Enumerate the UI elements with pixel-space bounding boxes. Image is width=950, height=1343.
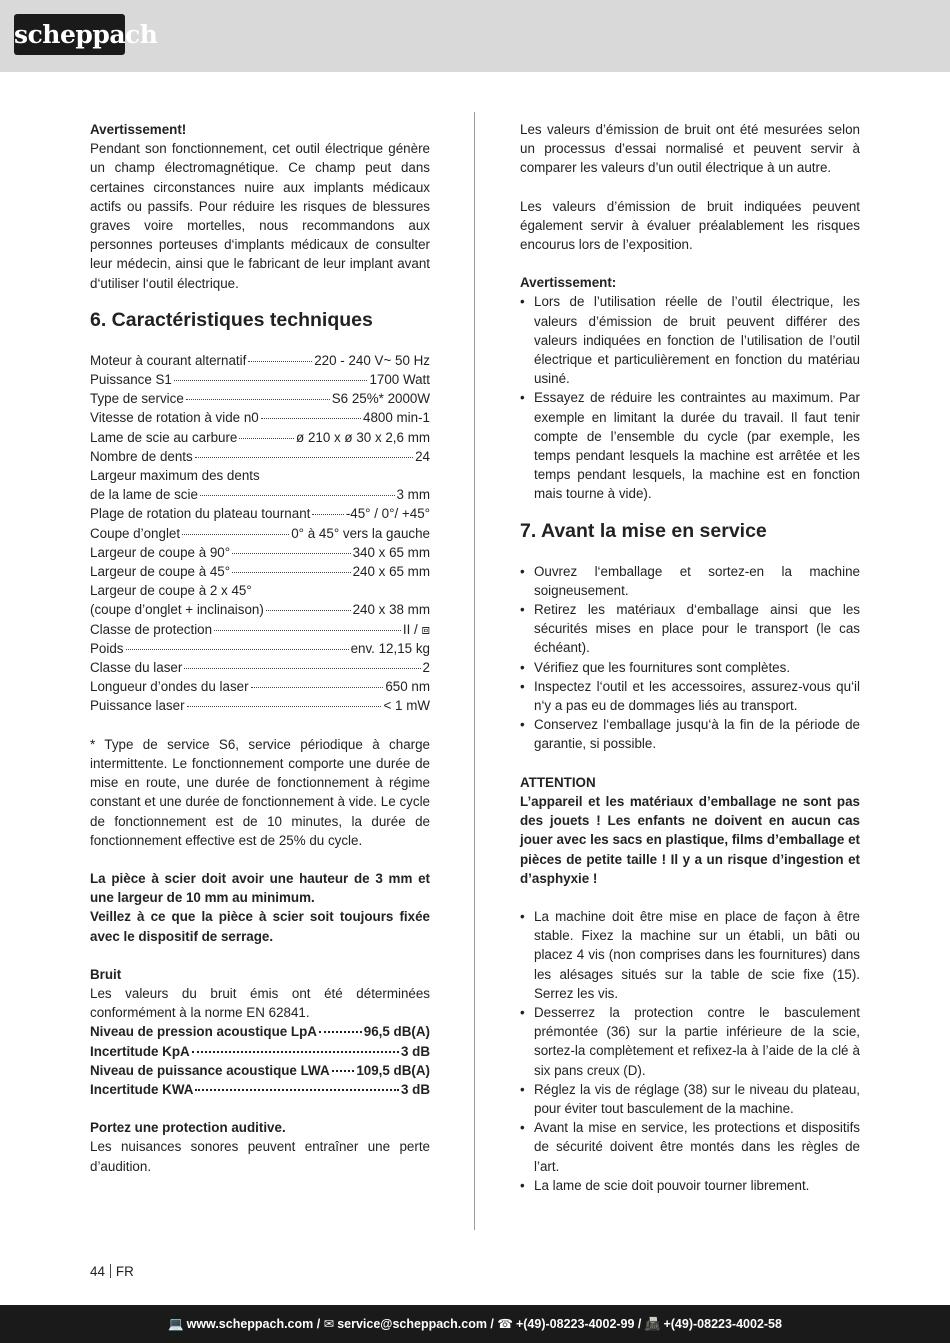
spec-row: Largeur de coupe à 2 x 45°: [90, 583, 252, 599]
list-item: • Réglez la vis de réglage (38) sur le niveau du plateau, pour éviter tout basculement de la machine.: [520, 1080, 860, 1118]
warning-title-right: Avertissement:: [520, 275, 617, 291]
attention-title: ATTENTION: [520, 774, 596, 790]
spec-row: Classe du laser 2: [90, 660, 430, 676]
footer-phone: +(49)-08223-4002-99 /: [515, 1317, 642, 1331]
computer-icon: 💻: [168, 1317, 184, 1331]
noise-risk-text: Les valeurs d’émission de bruit indiquées peuvent également servir à évaluer préalablement les risques encourus lors de l’exposition.: [520, 198, 860, 253]
spec-row: Classe de protection II / ⧈: [90, 621, 430, 637]
warning-title: Avertissement!: [90, 122, 187, 137]
noise-measure-text: Les valeurs d’émission de bruit ont été mesurées selon un processus d’essai normalisé et peuvent servir à comparer les valeurs d’un outil électrique à un autre.: [520, 122, 860, 176]
spec-row: Largeur de coupe à 45° 240 x 65 mm: [90, 564, 430, 580]
page-language: FR: [115, 1264, 134, 1279]
spec-row: Puissance laser < 1 mW: [90, 698, 430, 714]
noise-text: Les valeurs du bruit émis ont été déterminées conformément à la norme EN 62841.: [90, 985, 430, 1021]
noise-spec-row: Niveau de pression acoustique LpA 96,5 dB(A): [90, 1024, 430, 1040]
page-footer: [0, 1305, 950, 1343]
list-item: • Ouvrez l‘emballage et sortez-en la machine soigneusement.: [520, 562, 860, 600]
spec-row: Puissance S1 1700 Watt: [90, 372, 430, 388]
list-item: • Conservez l‘emballage jusqu‘à la fin de la période de garantie, si possible.: [520, 715, 860, 753]
list-item: • Retirez les matériaux d‘emballage ainsi que les sécurités mises en place pour le transport (le cas échéant).: [520, 600, 860, 658]
list-item: • Lors de l’utilisation réelle de l’outil électrique, les valeurs d’émission de bruit peuvent différer des valeurs indiquées en fonction de l’utilisation de l’outil électrique et particulièrement en fonction du matériau usiné.: [520, 292, 860, 388]
hearing-protection-title: Portez une protection auditive.: [90, 1120, 286, 1136]
noise-spec-row: Incertitude KpA 3 dB: [90, 1043, 430, 1059]
spec-row: Moteur à courant alternatif 220 - 240 V~ 50 Hz: [90, 352, 430, 368]
page-number: [90, 1264, 134, 1279]
spec-row: Vitesse de rotation à vide n0 4800 min-1: [90, 410, 430, 426]
warning-list: [520, 292, 860, 503]
spec-row: Longueur d’ondes du laser 650 nm: [90, 679, 430, 695]
service-note: * Type de service S6, service périodique à charge intermittente. Le fonctionnement comporte une durée de mise en route, une durée de fonctionnement à régime constant et une durée de fonctionnement à vide. Le cycle de fonctionnement est de 10 minutes, la durée de fonctionnement effective est de 25% du cycle.: [90, 736, 430, 848]
section-7-title: 7. Avant la mise en service: [520, 519, 767, 542]
page-header: [0, 0, 950, 72]
noise-title: Bruit: [90, 966, 122, 982]
list-item: • Inspectez l‘outil et les accessoires, assurez-vous qu‘il n‘y a pas eu de dommages liés au transport.: [520, 677, 860, 715]
unpack-list: [520, 562, 860, 754]
clamping-note: Veillez à ce que la pièce à scier soit toujours fixée avec le dispositif de serrage.: [90, 909, 430, 944]
setup-list: [520, 907, 860, 1195]
footer-email[interactable]: service@scheppach.com /: [337, 1317, 494, 1331]
spec-row: Largeur maximum des dents: [90, 468, 260, 484]
mail-icon: ✉: [323, 1317, 335, 1331]
section-6-title: 6. Caractéristiques techniques: [90, 308, 373, 331]
footer-website[interactable]: www.scheppach.com /: [186, 1317, 321, 1331]
fax-icon: 📠: [644, 1317, 661, 1331]
column-divider: [474, 112, 475, 1230]
hearing-protection-text: Les nuisances sonores peuvent entraîner une perte d’audition.: [90, 1139, 430, 1174]
spec-row: Largeur de coupe à 90° 340 x 65 mm: [90, 544, 430, 560]
list-item: • La lame de scie doit pouvoir tourner librement.: [520, 1176, 860, 1195]
list-item: • Avant la mise en service, les protections et dispositifs de sécurité doivent être montés dans les règles de l’art.: [520, 1118, 860, 1176]
noise-spec-row: Niveau de puissance acoustique LWA 109,5 dB(A): [90, 1062, 430, 1078]
spec-row: Nombre de dents 24: [90, 448, 430, 464]
footer-fax: +(49)-08223-4002-58: [663, 1317, 782, 1331]
spec-row: Coupe d’onglet 0° à 45° vers la gauche: [90, 525, 430, 541]
spec-row: (coupe d’onglet + inclinaison) 240 x 38 mm: [90, 602, 430, 618]
phone-icon: ☎: [497, 1317, 513, 1331]
spec-row: Lame de scie au carbure ø 210 x ø 30 x 2,6 mm: [90, 429, 430, 445]
page-number-separator: [110, 1264, 111, 1278]
noise-spec-list: [90, 1022, 430, 1099]
warning-text: Pendant son fonctionnement, cet outil électrique génère un champ électromagnétique. Ce champ peut dans certaines circonstances nuire aux implants médicaux actifs ou passifs. Pour réduire les risques de blessures graves voire mortelles, nous recommandons aux personnes porteuses d‘implants médicaux de consulter leur médecin, ainsi que le fabricant de leur implant avant d‘utiliser l‘outil électrique.: [90, 141, 430, 291]
spec-row: Plage de rotation du plateau tournant -45° / 0°/ +45°: [90, 506, 430, 522]
spec-row: Poids env. 12,15 kg: [90, 640, 430, 656]
list-item: • Vérifiez que les fournitures sont complètes.: [520, 658, 860, 677]
scheppach-logo: scheppach: [14, 14, 125, 55]
spec-list: [90, 351, 430, 716]
left-column: [90, 120, 430, 1176]
spec-row: de la lame de scie 3 mm: [90, 487, 430, 503]
list-item: • Desserrez la protection contre le basculement prémontée (36) sur la partie inférieure de la scie, sortez-la complètement et refixez-la à l’aide de la clé à six pans creux (D).: [520, 1003, 860, 1080]
workpiece-size-note: La pièce à scier doit avoir une hauteur de 3 mm et une largeur de 10 mm au minimum.: [90, 870, 430, 906]
page-number-value: 44: [90, 1264, 105, 1279]
list-item: • Essayez de réduire les contraintes au maximum. Par exemple en limitant la durée du travail. Il faut tenir compte de l’ensemble du cycle (par exemple, les temps pendant lesquels la machine est arrêtée et les temps pendant lesquels, la machine est en fonction mais tourne à vide).: [520, 388, 860, 503]
list-item: • La machine doit être mise en place de façon à être stable. Fixez la machine sur un établi, un bâti ou placez 4 vis (non comprises dans les fournitures) dans les alésages situés sur la table de scie fixe (15). Serrez les vis.: [520, 907, 860, 1003]
attention-text: L’appareil et les matériaux d’emballage ne sont pas des jouets ! Les enfants ne doivent en aucun cas jouer avec les sacs en plastique, films d’emballage et pièces de petite taille ! Il y a un risque d’ingestion et d’asphyxie !: [520, 793, 860, 886]
right-column: [520, 120, 860, 1195]
noise-spec-row: Incertitude KWA 3 dB: [90, 1081, 430, 1097]
spec-row: Type de service S6 25%* 2000W: [90, 391, 430, 407]
